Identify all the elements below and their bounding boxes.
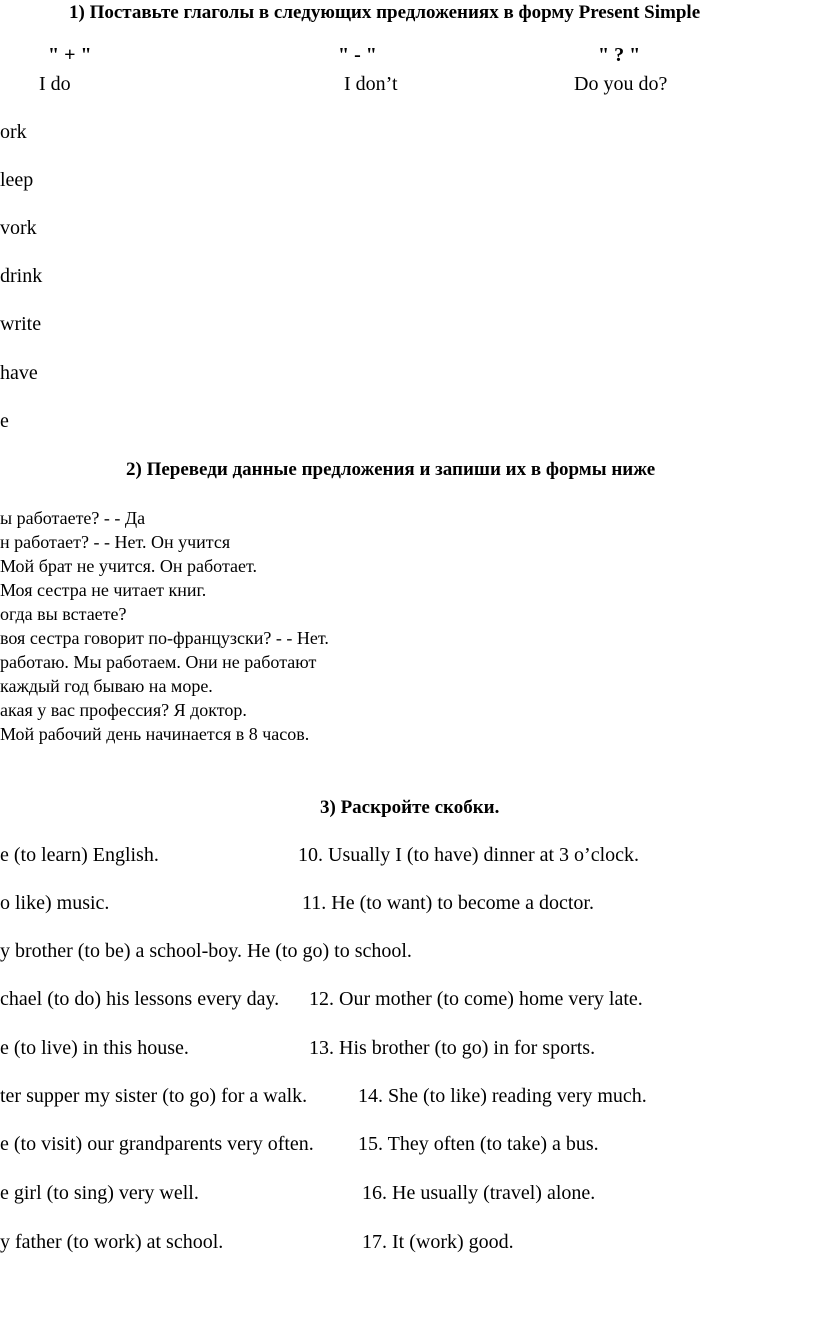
verb-item: vork [0,217,37,239]
verb-item: e [0,410,9,432]
exercise-right: 11. He (to want) to become a doctor. [302,892,594,914]
exercise-left: chael (to do) his lessons every day. [0,988,280,1010]
sentence-item: ы работаете? - - Да [0,508,146,528]
exercise-left: y father (to work) at school. [0,1231,224,1253]
column-plus-sign: " + " [48,44,92,66]
column-question-sign: " ? " [598,44,641,66]
sentence-item: акая у вас профессия? Я доктор. [0,700,247,720]
exercise-left: e (to learn) English. [0,844,159,866]
verb-item: leep [0,169,34,191]
exercise-right: 13. His brother (to go) in for sports. [309,1037,596,1059]
exercise-left: e girl (to sing) very well. [0,1182,199,1204]
exercise-right: 12. Our mother (to come) home very late. [309,988,643,1010]
sentence-item: Моя сестра не читает книг. [0,580,207,600]
sentence-item: воя сестра говорит по-французски? - - Нет. [0,628,329,648]
exercise-left: o like) music. [0,892,110,914]
sentence-item: огда вы встаете? [0,604,127,624]
exercise-left: e (to live) in this house. [0,1037,189,1059]
section1-title: 1) Поставьте глаголы в следующих предложениях в форму Present Simple [69,2,701,23]
column-minus-sign: " - " [338,44,377,66]
sentence-item: Мой брат не учится. Он работает. [0,556,258,576]
exercise-left: y brother (to be) a school-boy. He (to go) to school. [0,940,412,962]
exercise-left: e (to visit) our grandparents very often. [0,1133,314,1155]
verb-item: drink [0,265,43,287]
exercise-right: 14. She (to like) reading very much. [358,1085,647,1107]
sentence-item: работаю. Мы работаем. Они не работают [0,652,317,672]
exercise-right: 15. They often (to take) a bus. [358,1133,599,1155]
verb-item: ork [0,121,27,143]
column-question-example: Do you do? [574,73,668,95]
sentence-item: н работает? - - Нет. Он учится [0,532,231,552]
verb-item: write [0,313,42,335]
column-plus-example: I do [39,73,71,95]
exercise-right: 16. He usually (travel) alone. [362,1182,596,1204]
exercise-right: 10. Usually I (to have) dinner at 3 o’clock. [298,844,640,866]
sentence-item: Мой рабочий день начинается в 8 часов. [0,724,310,744]
verb-item: have [0,362,38,384]
exercise-left: ter supper my sister (to go) for a walk. [0,1085,308,1107]
exercise-right: 17. It (work) good. [362,1231,514,1253]
section3-title: 3) Раскройте скобки. [320,797,500,818]
section2-title: 2) Переведи данные предложения и запиши их в формы ниже [126,459,656,480]
column-minus-example: I don’t [344,73,398,95]
sentence-item: каждый год бываю на море. [0,676,213,696]
